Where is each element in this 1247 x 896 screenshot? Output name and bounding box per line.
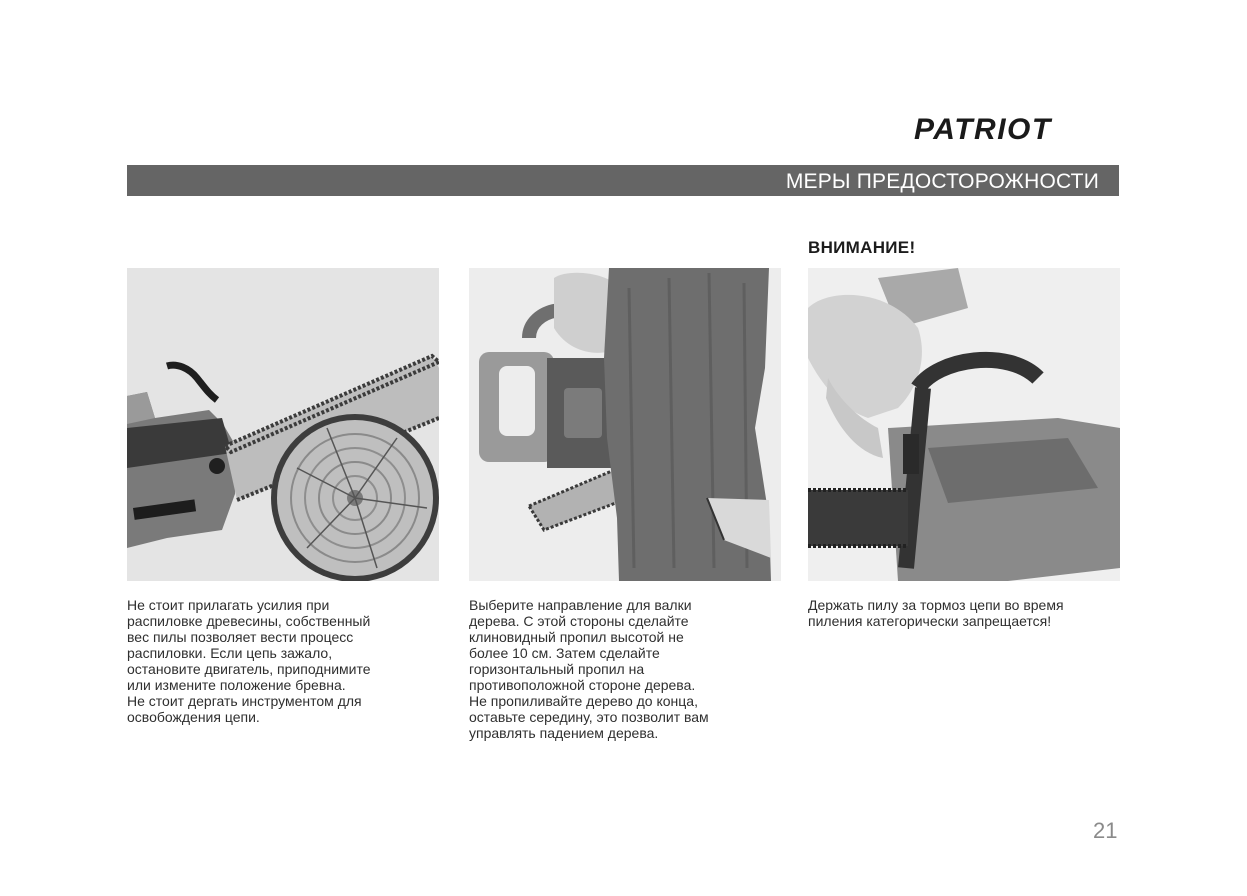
caption-line: клиновидный пропил высотой не — [469, 629, 684, 645]
photo-chain-brake-grip — [808, 268, 1120, 581]
caption-line: остановите двигатель, приподнимите — [127, 661, 371, 677]
caption-line: Не пропиливайте дерево до конца, — [469, 693, 698, 709]
section-header-bar — [127, 165, 1119, 196]
caption-line: распиловки. Если цепь зажало, — [127, 645, 333, 661]
caption-line: Держать пилу за тормоз цепи во время — [808, 597, 1064, 613]
caption-line: дерева. С этой стороны сделайте — [469, 613, 689, 629]
caption-line: Выберите направление для валки — [469, 597, 692, 613]
caption-line: освобождения цепи. — [127, 709, 260, 725]
caption-line: оставьте середину, это позволит вам — [469, 709, 709, 725]
caption-line: Не стоит дергать инструментом для — [127, 693, 362, 709]
caption-line: распиловке древесины, собственный — [127, 613, 371, 629]
caption-column-2 — [469, 597, 781, 741]
logo-text: PATRIOT — [914, 113, 1052, 144]
caption-line: пиления категорически запрещается! — [808, 613, 1052, 629]
photo-saw-cutting-log — [127, 268, 439, 581]
caption-line: более 10 см. Затем сделайте — [469, 645, 660, 661]
caption-column-3 — [808, 597, 1120, 629]
patriot-logo — [912, 110, 1094, 144]
caption-line: Не стоит прилагать усилия при — [127, 597, 330, 613]
photo-tree-felling-cut — [469, 268, 781, 581]
warning-heading: ВНИМАНИЕ! — [808, 238, 916, 257]
section-title: МЕРЫ ПРЕДОСТОРОЖНОСТИ — [785, 170, 1099, 193]
caption-line: управлять падением дерева. — [469, 725, 659, 741]
caption-column-1 — [127, 597, 439, 725]
page-number: 21 — [1093, 818, 1118, 843]
caption-line: или измените положение бревна. — [127, 677, 346, 693]
caption-line: горизонтальный пропил на — [469, 661, 645, 677]
caption-line: противоположной стороне дерева. — [469, 677, 696, 693]
caption-line: вес пилы позволяет вести процесс — [127, 629, 354, 645]
